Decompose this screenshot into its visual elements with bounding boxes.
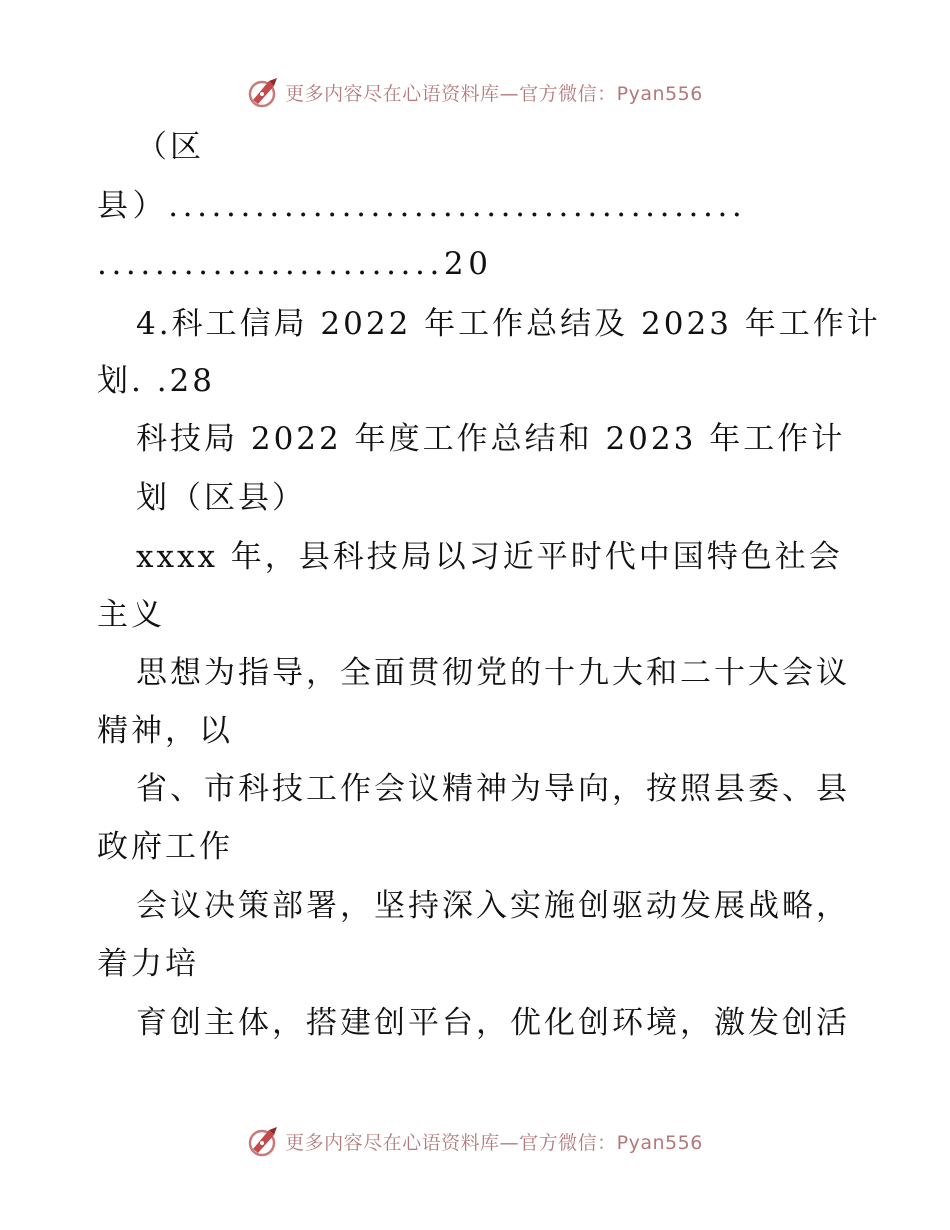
body-line-1: xxxx 年，县科技局以习近平时代中国特色社会: [136, 539, 843, 575]
pen-nib-logo-icon: [247, 1124, 281, 1158]
body-line-3: 思想为指导，全面贯彻党的十九大和二十大会议: [136, 655, 850, 691]
pen-nib-logo-icon: [247, 75, 281, 109]
toc-entry-4: 4.科工信局 2022 年工作总结及 2023 年工作计: [136, 306, 881, 342]
watermark-banner-bottom: [0, 1121, 950, 1161]
watermark-banner-top: [0, 72, 950, 112]
body-line-2: 主义: [97, 597, 165, 633]
watermark-text: 更多内容尽在心语资料库—官方微信：Pyan556: [285, 82, 703, 105]
toc-line-3: ........................20: [97, 246, 493, 282]
toc-line-2: 县）........................................: [97, 188, 747, 224]
toc-line-1: （区: [136, 129, 204, 165]
section-title-cont: 划（区县）: [136, 480, 306, 516]
body-line-4: 精神，以: [97, 713, 233, 749]
section-title: 科技局 2022 年度工作总结和 2023 年工作计: [136, 421, 846, 457]
body-line-5: 省、市科技工作会议精神为导向，按照县委、县: [136, 771, 850, 807]
body-line-7: 会议决策部署，坚持深入实施创驱动发展战略，: [136, 888, 850, 924]
body-line-8: 着力培: [97, 946, 199, 982]
body-line-9: 育创主体，搭建创平台，优化创环境，激发创活: [136, 1005, 850, 1041]
body-line-6: 政府工作: [97, 829, 233, 865]
watermark-text: 更多内容尽在心语资料库—官方微信：Pyan556: [285, 1131, 703, 1154]
toc-entry-4-cont: 划. .28: [97, 363, 216, 399]
